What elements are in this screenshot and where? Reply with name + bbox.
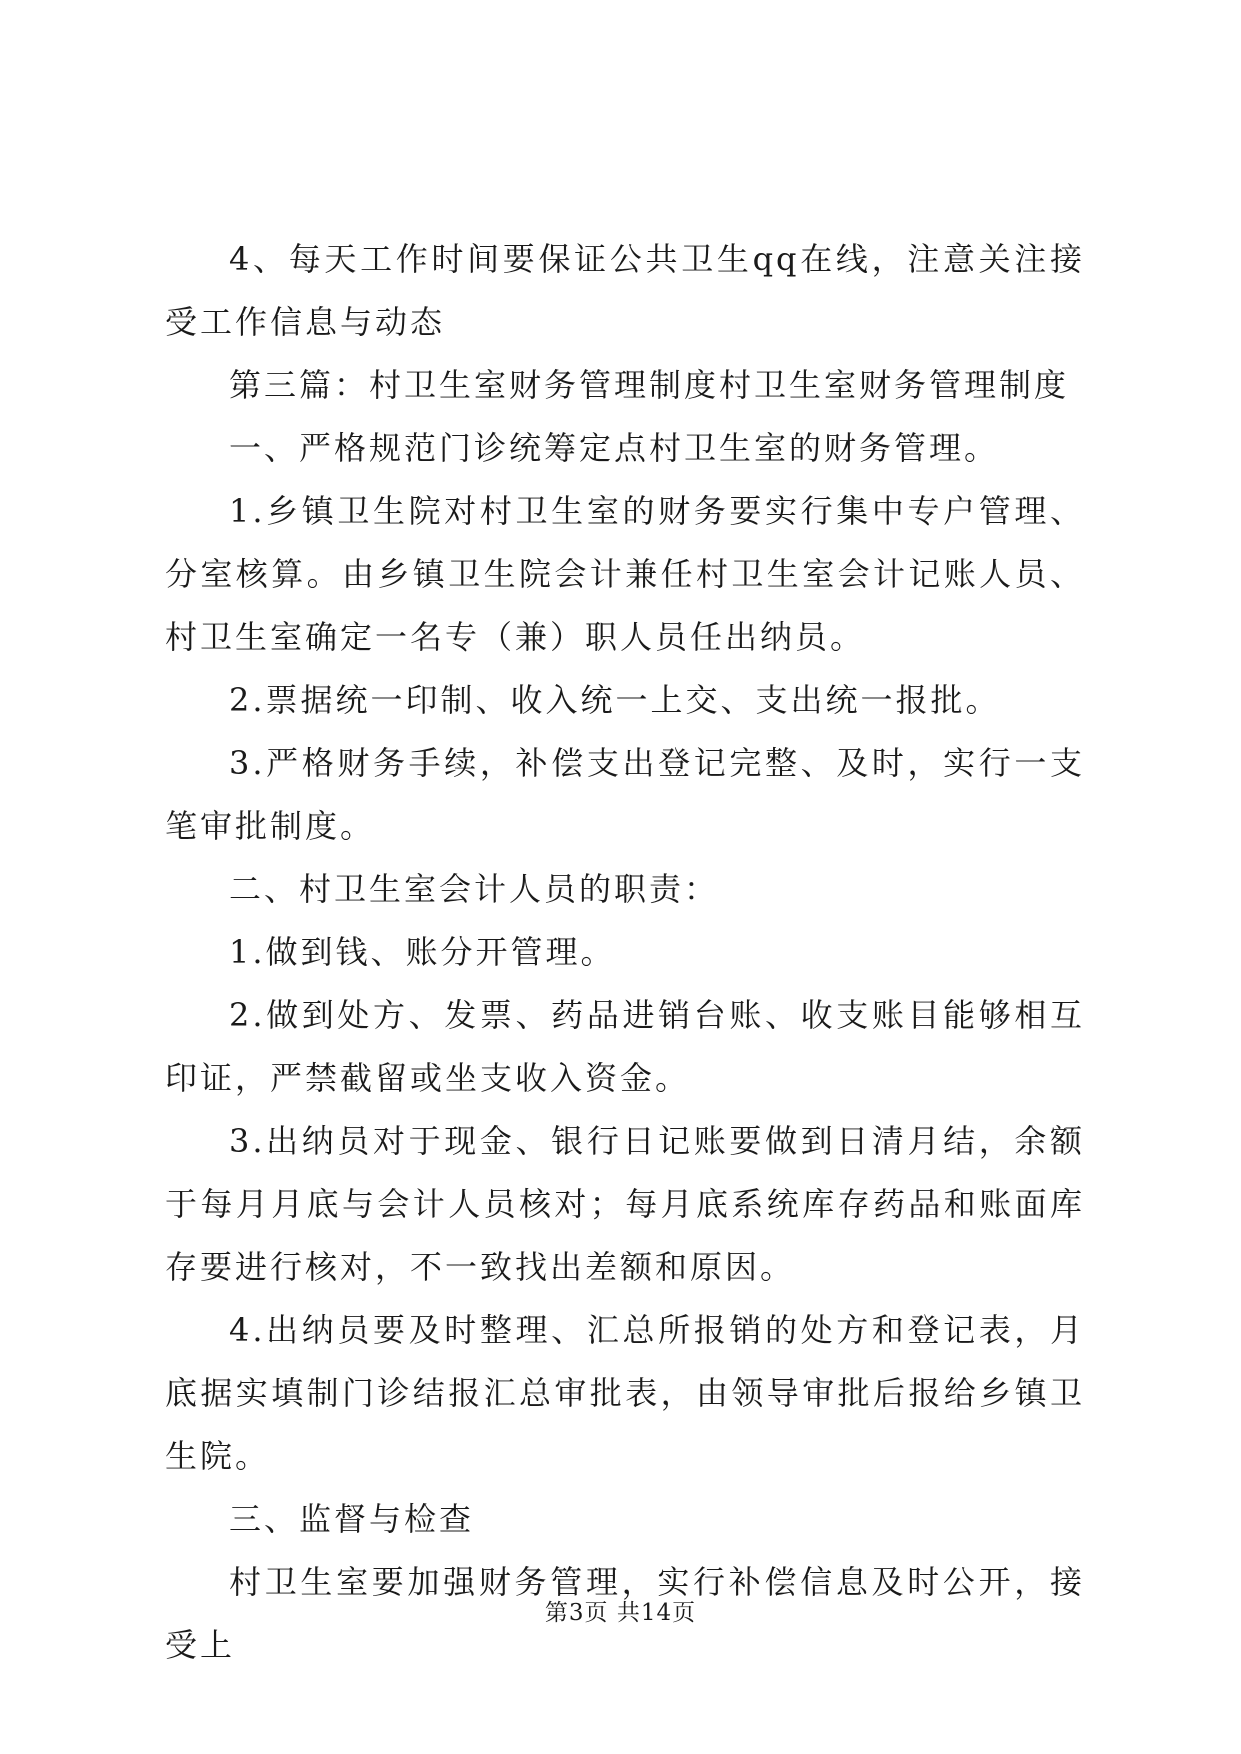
paragraph: 2.票据统一印制、收入统一上交、支出统一报批。 bbox=[229, 681, 1001, 719]
section-heading: 三、监督与检查 bbox=[229, 1500, 475, 1538]
paragraph: 3.出纳员对于现金、银行日记账要做到日清月结，余额于每月月底与会计人员核对；每月底系统库存药品和账面库存要进行核对，不一致找出差额和原因。 bbox=[165, 1122, 1085, 1286]
section-heading: 一、严格规范门诊统筹定点村卫生室的财务管理。 bbox=[229, 429, 1000, 467]
paragraph: 村卫生室要加强财务管理，实行补偿信息及时公开，接受上 bbox=[165, 1563, 1085, 1664]
page-number-footer: 第3页 共14页 bbox=[544, 1600, 697, 1626]
paragraph: 3.严格财务手续，补偿支出登记完整、及时，实行一支笔审批制度。 bbox=[165, 744, 1085, 845]
paragraph: 4.出纳员要及时整理、汇总所报销的处方和登记表，月底据实填制门诊结报汇总审批表，由领导审批后报给乡镇卫生院。 bbox=[165, 1311, 1085, 1475]
paragraph: 1.乡镇卫生院对村卫生室的财务要实行集中专户管理、分室核算。由乡镇卫生院会计兼任村卫生室会计记账人员、村卫生室确定一名专（兼）职人员任出纳员。 bbox=[165, 492, 1085, 656]
section-heading: 第三篇：村卫生室财务管理制度村卫生室财务管理制度 bbox=[229, 366, 1070, 404]
paragraph: 2.做到处方、发票、药品进销台账、收支账目能够相互印证，严禁截留或坐支收入资金。 bbox=[165, 996, 1085, 1097]
paragraph: 1.做到钱、账分开管理。 bbox=[229, 933, 616, 971]
section-heading: 二、村卫生室会计人员的职责： bbox=[229, 870, 720, 908]
document-body bbox=[165, 228, 1085, 1677]
paragraph: 4、每天工作时间要保证公共卫生qq在线，注意关注接受工作信息与动态 bbox=[165, 240, 1085, 341]
